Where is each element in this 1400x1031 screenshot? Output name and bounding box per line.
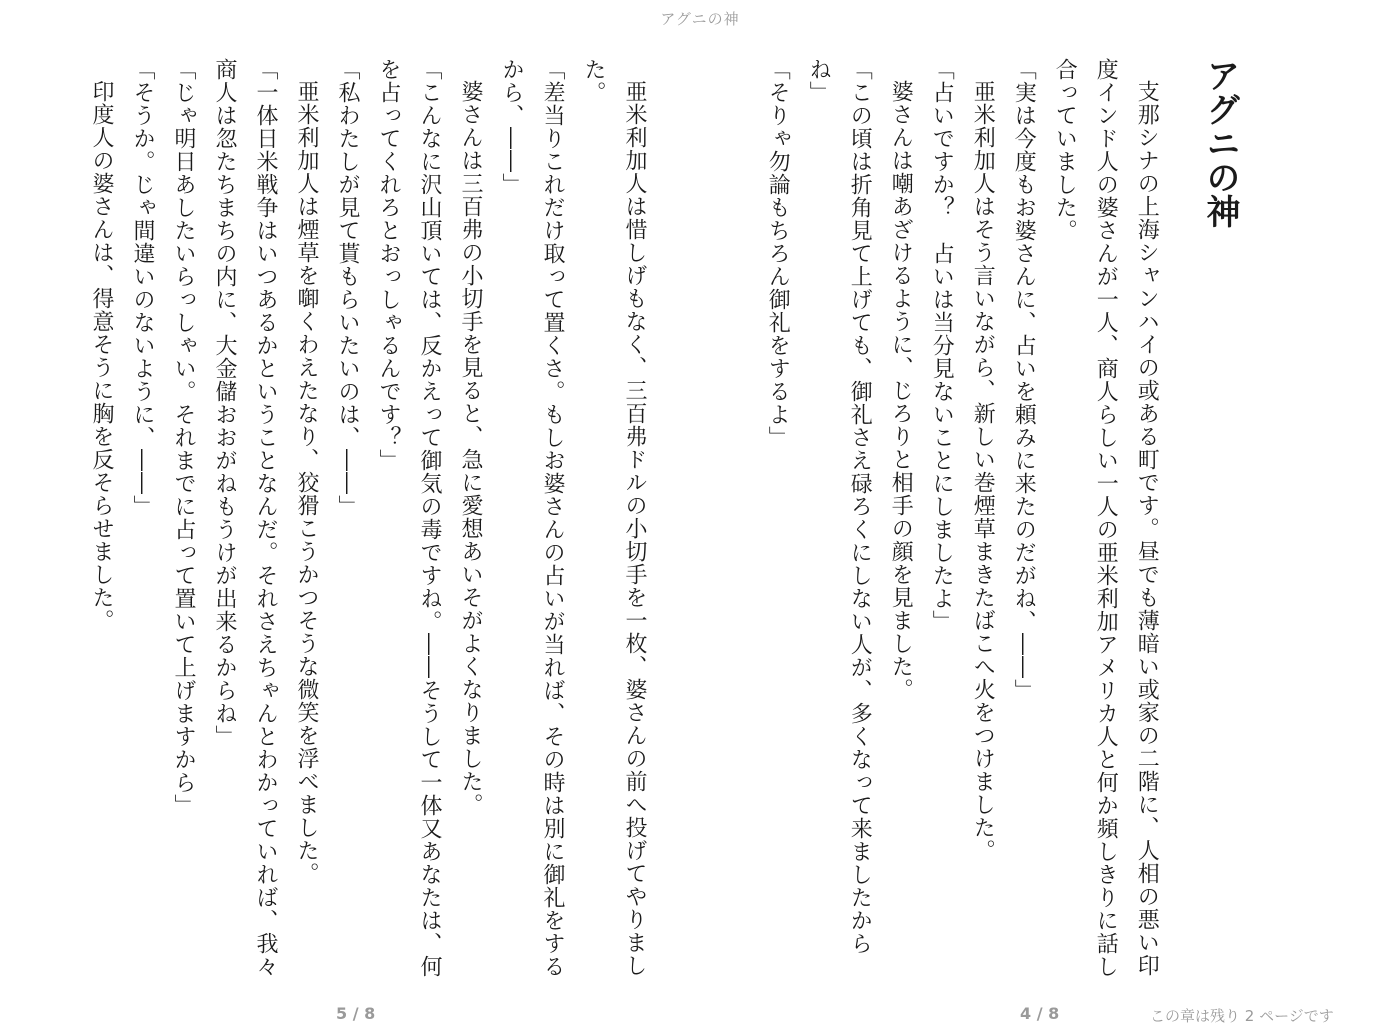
chapter-title: アグニの神 (1200, 58, 1240, 228)
page-left (60, 58, 655, 988)
paragraph: 亜米利加人はそう言いながら、新しい巻煙草まきたばこへ火をつけました。 (970, 80, 996, 862)
paragraph: 「一体日米戦争はいつあるかということなんだ。それさえちゃんとわかっていれば、我々商人は忽たちまちの内に、大金儲おおがねもうけが出来るからね」 (212, 58, 278, 978)
paragraph: 「私わたしが見て貰もらいたいのは、――」 (335, 58, 360, 518)
paragraph: 婆さんは嘲あざけるように、じろりと相手の顔を見ました。 (888, 80, 914, 701)
paragraph: 亜米利加人は煙草を啣くわえたなり、狡猾こうかつそうな微笑を浮べました。 (294, 80, 319, 885)
running-title: アグニの神 (660, 10, 740, 28)
paragraph: 「差当りこれだけ取って置くさ。もしお婆さんの占いが当れば、その時は別に御礼をするから、――」 (499, 58, 565, 978)
chapter-remaining-text: この章は残り 2 ページです (1150, 1007, 1334, 1025)
paragraph: 亜米利加人は惜しげもなく、三百弗ドルの小切手を一枚、婆さんの前へ投げてやりました。 (581, 58, 647, 977)
paragraph: 婆さんは三百弗の小切手を見ると、急に愛想あいそがよくなりました。 (458, 80, 483, 816)
page-right (700, 58, 1240, 988)
paragraph: 印度人の婆さんは、得意そうに胸を反そらせました。 (89, 80, 114, 632)
paragraph: 「この頃は折角見て上げても、御礼さえ碌ろくにしない人が、多くなって来ましたからね」 (806, 58, 873, 955)
page-number-left: 5 / 8 (336, 1004, 376, 1023)
paragraph: 「こんなに沢山頂いては、反かえって御気の毒ですね。――そうして一体又あなたは、何を占ってくれろとおっしゃるんです？」 (376, 58, 442, 978)
paragraph: 支那シナの上海シャンハイの或ある町です。昼でも薄暗い或家の二階に、人相の悪い印度インド人の婆さんが一人、商人らしい一人の亜米利加アメリカ人と何か頻しきりに話し合っていました。 (1052, 58, 1160, 978)
paragraph: 「じゃ明日あしたいらっしゃい。それまでに占って置いて上げますから」 (171, 58, 196, 817)
paragraph: 「そりゃ勿論もちろん御礼をするよ」 (765, 58, 791, 449)
page-number-right: 4 / 8 (1020, 1004, 1060, 1023)
paragraph: 「そうか。じゃ間違いのないように、――」 (130, 58, 155, 518)
paragraph: 「占いですか？ 占いは当分見ないことにしましたよ」 (929, 58, 955, 633)
paragraph: 「実は今度もお婆さんに、占いを頼みに来たのだがね、――」 (1011, 58, 1037, 702)
